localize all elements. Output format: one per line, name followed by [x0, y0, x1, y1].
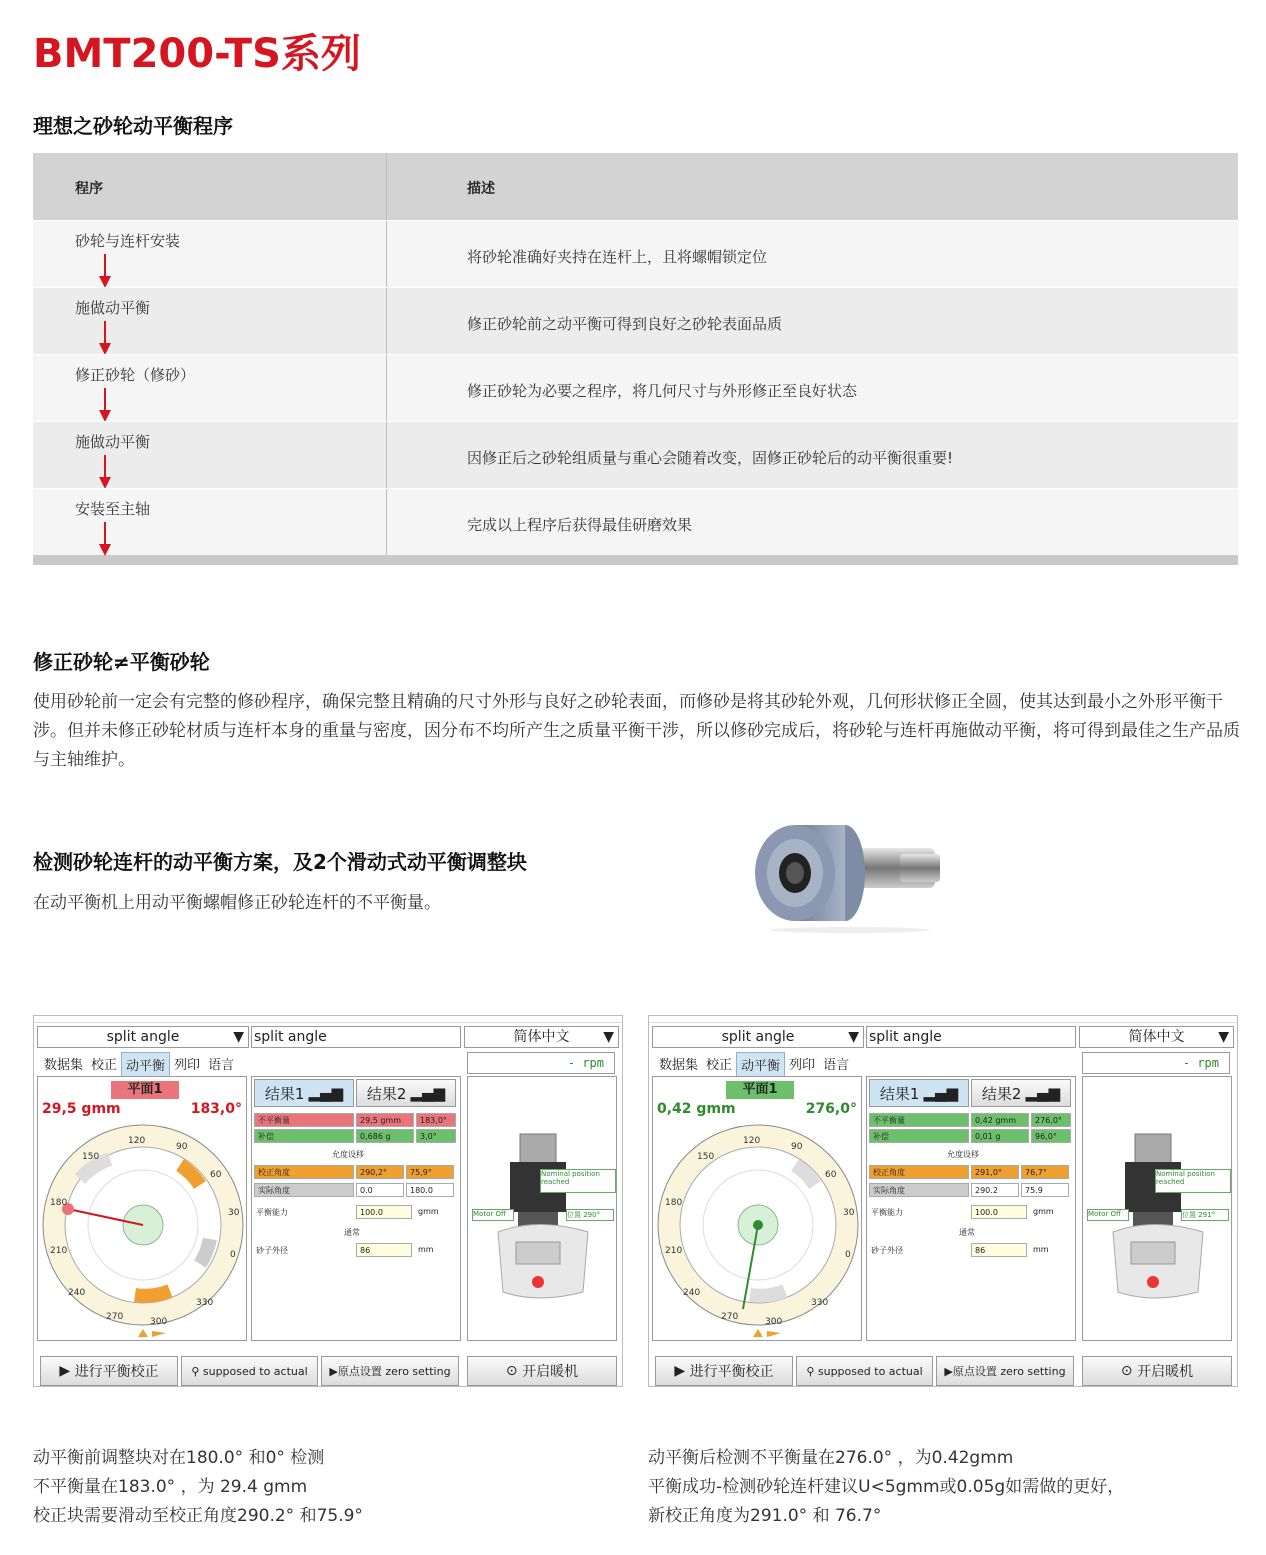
- polar-dial: [40, 1119, 246, 1339]
- tab-balance[interactable]: 动平衡: [121, 1052, 170, 1077]
- table-header: [33, 153, 1238, 220]
- unbalance-angle: 276,0°: [805, 1101, 857, 1117]
- section1-heading: 理想之砂轮动平衡程序: [33, 114, 233, 138]
- step-desc: 将砂轮准确好夹持在连杆上，且将螺帽锁定位: [467, 248, 768, 266]
- motor-status: Motor Off: [472, 1209, 514, 1221]
- row-unit: gmm: [418, 1207, 439, 1216]
- dial-tick: 60: [825, 1170, 837, 1180]
- supposed-to-actual-label: supposed to actual: [202, 1364, 308, 1378]
- dial-tick: 90: [176, 1142, 188, 1152]
- row-unit: mm: [418, 1245, 434, 1254]
- row-input[interactable]: 100.0: [356, 1205, 412, 1219]
- row-label: 校正角度: [869, 1165, 969, 1179]
- step-desc: 修正砂轮为必要之程序，将几何尺寸与外形修正至良好状态: [467, 382, 858, 400]
- down-arrow-icon: [99, 388, 111, 422]
- dial-tick: 210: [50, 1246, 68, 1256]
- dial-tick: 210: [665, 1246, 683, 1256]
- row-value[interactable]: 290.2: [971, 1183, 1019, 1197]
- row-value: 96,0°: [1031, 1129, 1071, 1143]
- dial-tick: 240: [68, 1288, 86, 1298]
- table-row: [33, 421, 1238, 488]
- step-label: 施做动平衡: [75, 433, 151, 451]
- tab-language[interactable]: 语言: [823, 1058, 850, 1073]
- row-value: 3,0°: [416, 1129, 456, 1143]
- zero-setting-button[interactable]: ▶ 原点设置 zero setting: [321, 1356, 459, 1386]
- section-label: 通常: [959, 1228, 975, 1237]
- row-value[interactable]: 75.9: [1021, 1183, 1069, 1197]
- language-dropdown[interactable]: 简体中文 ▼: [464, 1026, 619, 1048]
- mode-dropdown-value: split angle: [106, 1029, 180, 1045]
- row-value: 76,7°: [1021, 1165, 1069, 1179]
- tab-balance[interactable]: 动平衡: [736, 1052, 785, 1077]
- result2-button[interactable]: 结果2 ▂▄▆: [971, 1079, 1071, 1107]
- result2-button[interactable]: 结果2 ▂▄▆: [356, 1079, 456, 1107]
- table-row: [33, 220, 1238, 287]
- motor-status: Motor Off: [1087, 1209, 1129, 1221]
- dial-tick: 330: [811, 1298, 829, 1308]
- row-value: 183,0°: [416, 1113, 456, 1127]
- row-input[interactable]: 100.0: [971, 1205, 1027, 1219]
- row-value: 0,42 gmm: [971, 1113, 1029, 1127]
- col-program: 程序: [75, 181, 103, 197]
- row-value: 29,5 gmm: [356, 1113, 414, 1127]
- procedure-table: [33, 153, 1238, 565]
- tab-dataset[interactable]: 数据集: [659, 1058, 699, 1073]
- step-label: 修正砂轮（修砂）: [75, 366, 196, 384]
- supposed-to-actual-button[interactable]: ⚲ supposed to actual: [181, 1356, 318, 1386]
- table-row: [33, 354, 1238, 421]
- row-value: 0,01 g: [971, 1129, 1029, 1143]
- result1-label: 结果1: [264, 1084, 305, 1103]
- step-label: 安装至主轴: [75, 500, 151, 518]
- row-value: 291,0°: [971, 1165, 1019, 1179]
- language-value: 简体中文: [1128, 1029, 1185, 1045]
- dial-panel: [652, 1076, 862, 1341]
- dial-tick: 270: [721, 1312, 739, 1322]
- position-status: 位置 290°: [566, 1209, 614, 1221]
- down-arrow-icon: [99, 254, 111, 288]
- row-label: 校正角度: [254, 1165, 354, 1179]
- dial-tick: 30: [843, 1208, 855, 1218]
- section3-heading: 检测砂轮连杆的动平衡方案，及2个滑动式动平衡调整块: [33, 850, 527, 874]
- row-input[interactable]: 86: [356, 1243, 412, 1257]
- start-balance-button[interactable]: ▶ 进行平衡校正: [655, 1356, 793, 1386]
- result1-button[interactable]: 结果1 ▂▄▆: [869, 1079, 969, 1107]
- table-row: [33, 488, 1238, 555]
- section2-heading: 修正砂轮≠平衡砂轮: [33, 650, 210, 674]
- row-label: 不平衡量: [869, 1113, 969, 1127]
- rpm-readout: - rpm: [467, 1052, 615, 1074]
- page-title: BMT200-TS系列: [33, 31, 361, 77]
- warmup-label: 开启暖机: [522, 1364, 579, 1380]
- dial-tick: 300: [150, 1317, 168, 1327]
- dial-tick: 30: [228, 1208, 240, 1218]
- dial-tick: 150: [82, 1152, 100, 1162]
- table-footer-bar: [33, 555, 1238, 565]
- result1-button[interactable]: 结果1 ▂▄▆: [254, 1079, 354, 1107]
- start-balance-label: 进行平衡校正: [74, 1364, 159, 1380]
- mode-dropdown[interactable]: split angle ▼: [37, 1026, 249, 1048]
- start-balance-label: 进行平衡校正: [689, 1364, 774, 1380]
- supposed-to-actual-label: supposed to actual: [817, 1364, 923, 1378]
- caption-line: 新校正角度为291.0° 和 76.7°: [648, 1506, 882, 1526]
- tab-print[interactable]: 列印: [789, 1058, 816, 1073]
- tab-calibration[interactable]: 校正: [706, 1058, 733, 1073]
- caption-line: 动平衡前调整块对在180.0° 和0° 检测: [33, 1448, 325, 1468]
- row-label: 平衡能力: [871, 1208, 903, 1217]
- caption-line: 平衡成功-检测砂轮连杆建议U<5gmm或0.05g如需做的更好，: [648, 1477, 1125, 1497]
- dial-tick: 180: [50, 1198, 68, 1208]
- balancer-screen-1: [33, 1015, 623, 1387]
- plane-label: 平面1: [726, 1081, 794, 1099]
- col-desc: 描述: [467, 181, 495, 197]
- row-label: 补偿: [869, 1129, 969, 1143]
- table-row: [33, 287, 1238, 354]
- tab-bar: [655, 1052, 853, 1077]
- machine-panel: [1082, 1076, 1232, 1341]
- warmup-button[interactable]: ⊙ 开启暖机: [1082, 1356, 1232, 1386]
- row-value: 290,2°: [356, 1165, 404, 1179]
- tab-dataset[interactable]: 数据集: [44, 1058, 84, 1073]
- unbalance-value: 29,5 gmm: [42, 1101, 121, 1117]
- row-label: 补偿: [254, 1129, 354, 1143]
- language-dropdown[interactable]: 简体中文 ▼: [1079, 1026, 1234, 1048]
- unbalance-angle: 183,0°: [190, 1101, 242, 1117]
- caption-line: 校正块需要滑动至校正角度290.2° 和75.9°: [33, 1506, 363, 1526]
- row-label: 砂子外径: [256, 1246, 288, 1255]
- result2-label: 结果2: [366, 1084, 407, 1103]
- step-label: 施做动平衡: [75, 299, 151, 317]
- row-label: 砂子外径: [871, 1246, 903, 1255]
- mode-dropdown[interactable]: split angle ▼: [652, 1026, 864, 1048]
- tab-bar: [40, 1052, 238, 1077]
- zero-setting-label: 原点设置 zero setting: [337, 1365, 451, 1378]
- dial-tick: 330: [196, 1298, 214, 1308]
- row-value: 75,9°: [406, 1165, 454, 1179]
- row-unit: gmm: [1033, 1207, 1054, 1216]
- dial-tick: 150: [697, 1152, 715, 1162]
- dial-tick: 0: [230, 1250, 236, 1260]
- zero-setting-label: 原点设置 zero setting: [952, 1365, 1066, 1378]
- row-value: 0,686 g: [356, 1129, 414, 1143]
- tab-language[interactable]: 语言: [208, 1058, 235, 1073]
- row-unit: mm: [1033, 1245, 1049, 1254]
- zero-setting-button[interactable]: ▶ 原点设置 zero setting: [936, 1356, 1074, 1386]
- balancer-screen-2: [648, 1015, 1238, 1387]
- dial-tick: 60: [210, 1170, 222, 1180]
- caption-line: 不平衡量在183.0° ，为 29.4 gmm: [33, 1477, 308, 1497]
- unbalance-value: 0,42 gmm: [657, 1101, 736, 1117]
- row-value[interactable]: 180.0: [406, 1183, 454, 1197]
- down-arrow-icon: [99, 321, 111, 355]
- tab-print[interactable]: 列印: [174, 1058, 201, 1073]
- row-label: 实际角度: [254, 1183, 354, 1197]
- dial-tick: 180: [665, 1198, 683, 1208]
- down-arrow-icon: [99, 522, 111, 556]
- row-value: 276,0°: [1031, 1113, 1071, 1127]
- language-value: 简体中文: [513, 1029, 570, 1045]
- dial-tick: 90: [791, 1142, 803, 1152]
- step-desc: 因修正后之砂轮组质量与重心会随着改变，固修正砂轮后的动平衡很重要!: [467, 449, 954, 467]
- dial-tick: 240: [683, 1288, 701, 1298]
- dial-tick: 120: [128, 1136, 146, 1146]
- mode-field-value: split angle: [254, 1029, 327, 1045]
- row-label: 不平衡量: [254, 1113, 354, 1127]
- grinding-wheel-image: [750, 818, 950, 933]
- row-label: 实际角度: [869, 1183, 969, 1197]
- position-status: 位置 291°: [1181, 1209, 1229, 1221]
- dial-tick: 120: [743, 1136, 761, 1146]
- mode-field-value: split angle: [869, 1029, 942, 1045]
- mode-field[interactable]: [251, 1026, 461, 1048]
- down-arrow-icon: [99, 455, 111, 489]
- warmup-button[interactable]: ⊙ 开启暖机: [467, 1356, 617, 1386]
- section3-text: 在动平衡机上用动平衡螺帽修正砂轮连杆的不平衡量。: [33, 893, 441, 913]
- section-label: 允度设移: [947, 1150, 979, 1159]
- dial-tick: 270: [106, 1312, 124, 1322]
- row-value[interactable]: 0.0: [356, 1183, 404, 1197]
- result2-label: 结果2: [981, 1084, 1022, 1103]
- polar-dial: [655, 1119, 861, 1339]
- section-label: 通常: [344, 1228, 360, 1237]
- nominal-status: Nominal position reached: [540, 1169, 616, 1193]
- machine-panel: [467, 1076, 617, 1341]
- section2-paragraph: 使用砂轮前一定会有完整的修砂程序，确保完整且精确的尺寸外形与良好之砂轮表面，而修砂是将其砂轮外观，几何形状修正全圆，使其达到最小之外形平衡干涉。但并未修正砂轮材质与连杆本身的重量与密度，因分布不均所产生之质量平衡干涉，所以修砂完成后，将砂轮与连杆再施做动平衡，将可得到最佳之生产品质与主轴维护。: [33, 692, 1240, 770]
- row-label: 平衡能力: [256, 1208, 288, 1217]
- caption-1: [33, 1444, 363, 1531]
- step-desc: 完成以上程序后获得最佳研磨效果: [467, 516, 693, 534]
- results-panel: [251, 1076, 461, 1341]
- dial-panel: [37, 1076, 247, 1341]
- caption-line: 动平衡后检测不平衡量在276.0° ，为0.42gmm: [648, 1448, 1014, 1468]
- dial-tick: 300: [765, 1317, 783, 1327]
- supposed-to-actual-button[interactable]: ⚲ supposed to actual: [796, 1356, 933, 1386]
- nominal-status: Nominal position reached: [1155, 1169, 1231, 1193]
- caption-2: [648, 1444, 1124, 1531]
- start-balance-button[interactable]: ▶ 进行平衡校正: [40, 1356, 178, 1386]
- tab-calibration[interactable]: 校正: [91, 1058, 118, 1073]
- row-input[interactable]: 86: [971, 1243, 1027, 1257]
- step-label: 砂轮与连杆安装: [75, 232, 181, 250]
- mode-field[interactable]: [866, 1026, 1076, 1048]
- dial-tick: 0: [845, 1250, 851, 1260]
- rpm-readout: - rpm: [1082, 1052, 1230, 1074]
- mode-dropdown-value: split angle: [721, 1029, 795, 1045]
- plane-label: 平面1: [111, 1081, 179, 1099]
- step-desc: 修正砂轮前之动平衡可得到良好之砂轮表面品质: [467, 315, 783, 333]
- result1-label: 结果1: [879, 1084, 920, 1103]
- results-panel: [866, 1076, 1076, 1341]
- warmup-label: 开启暖机: [1137, 1364, 1194, 1380]
- section-label: 允度设移: [332, 1150, 364, 1159]
